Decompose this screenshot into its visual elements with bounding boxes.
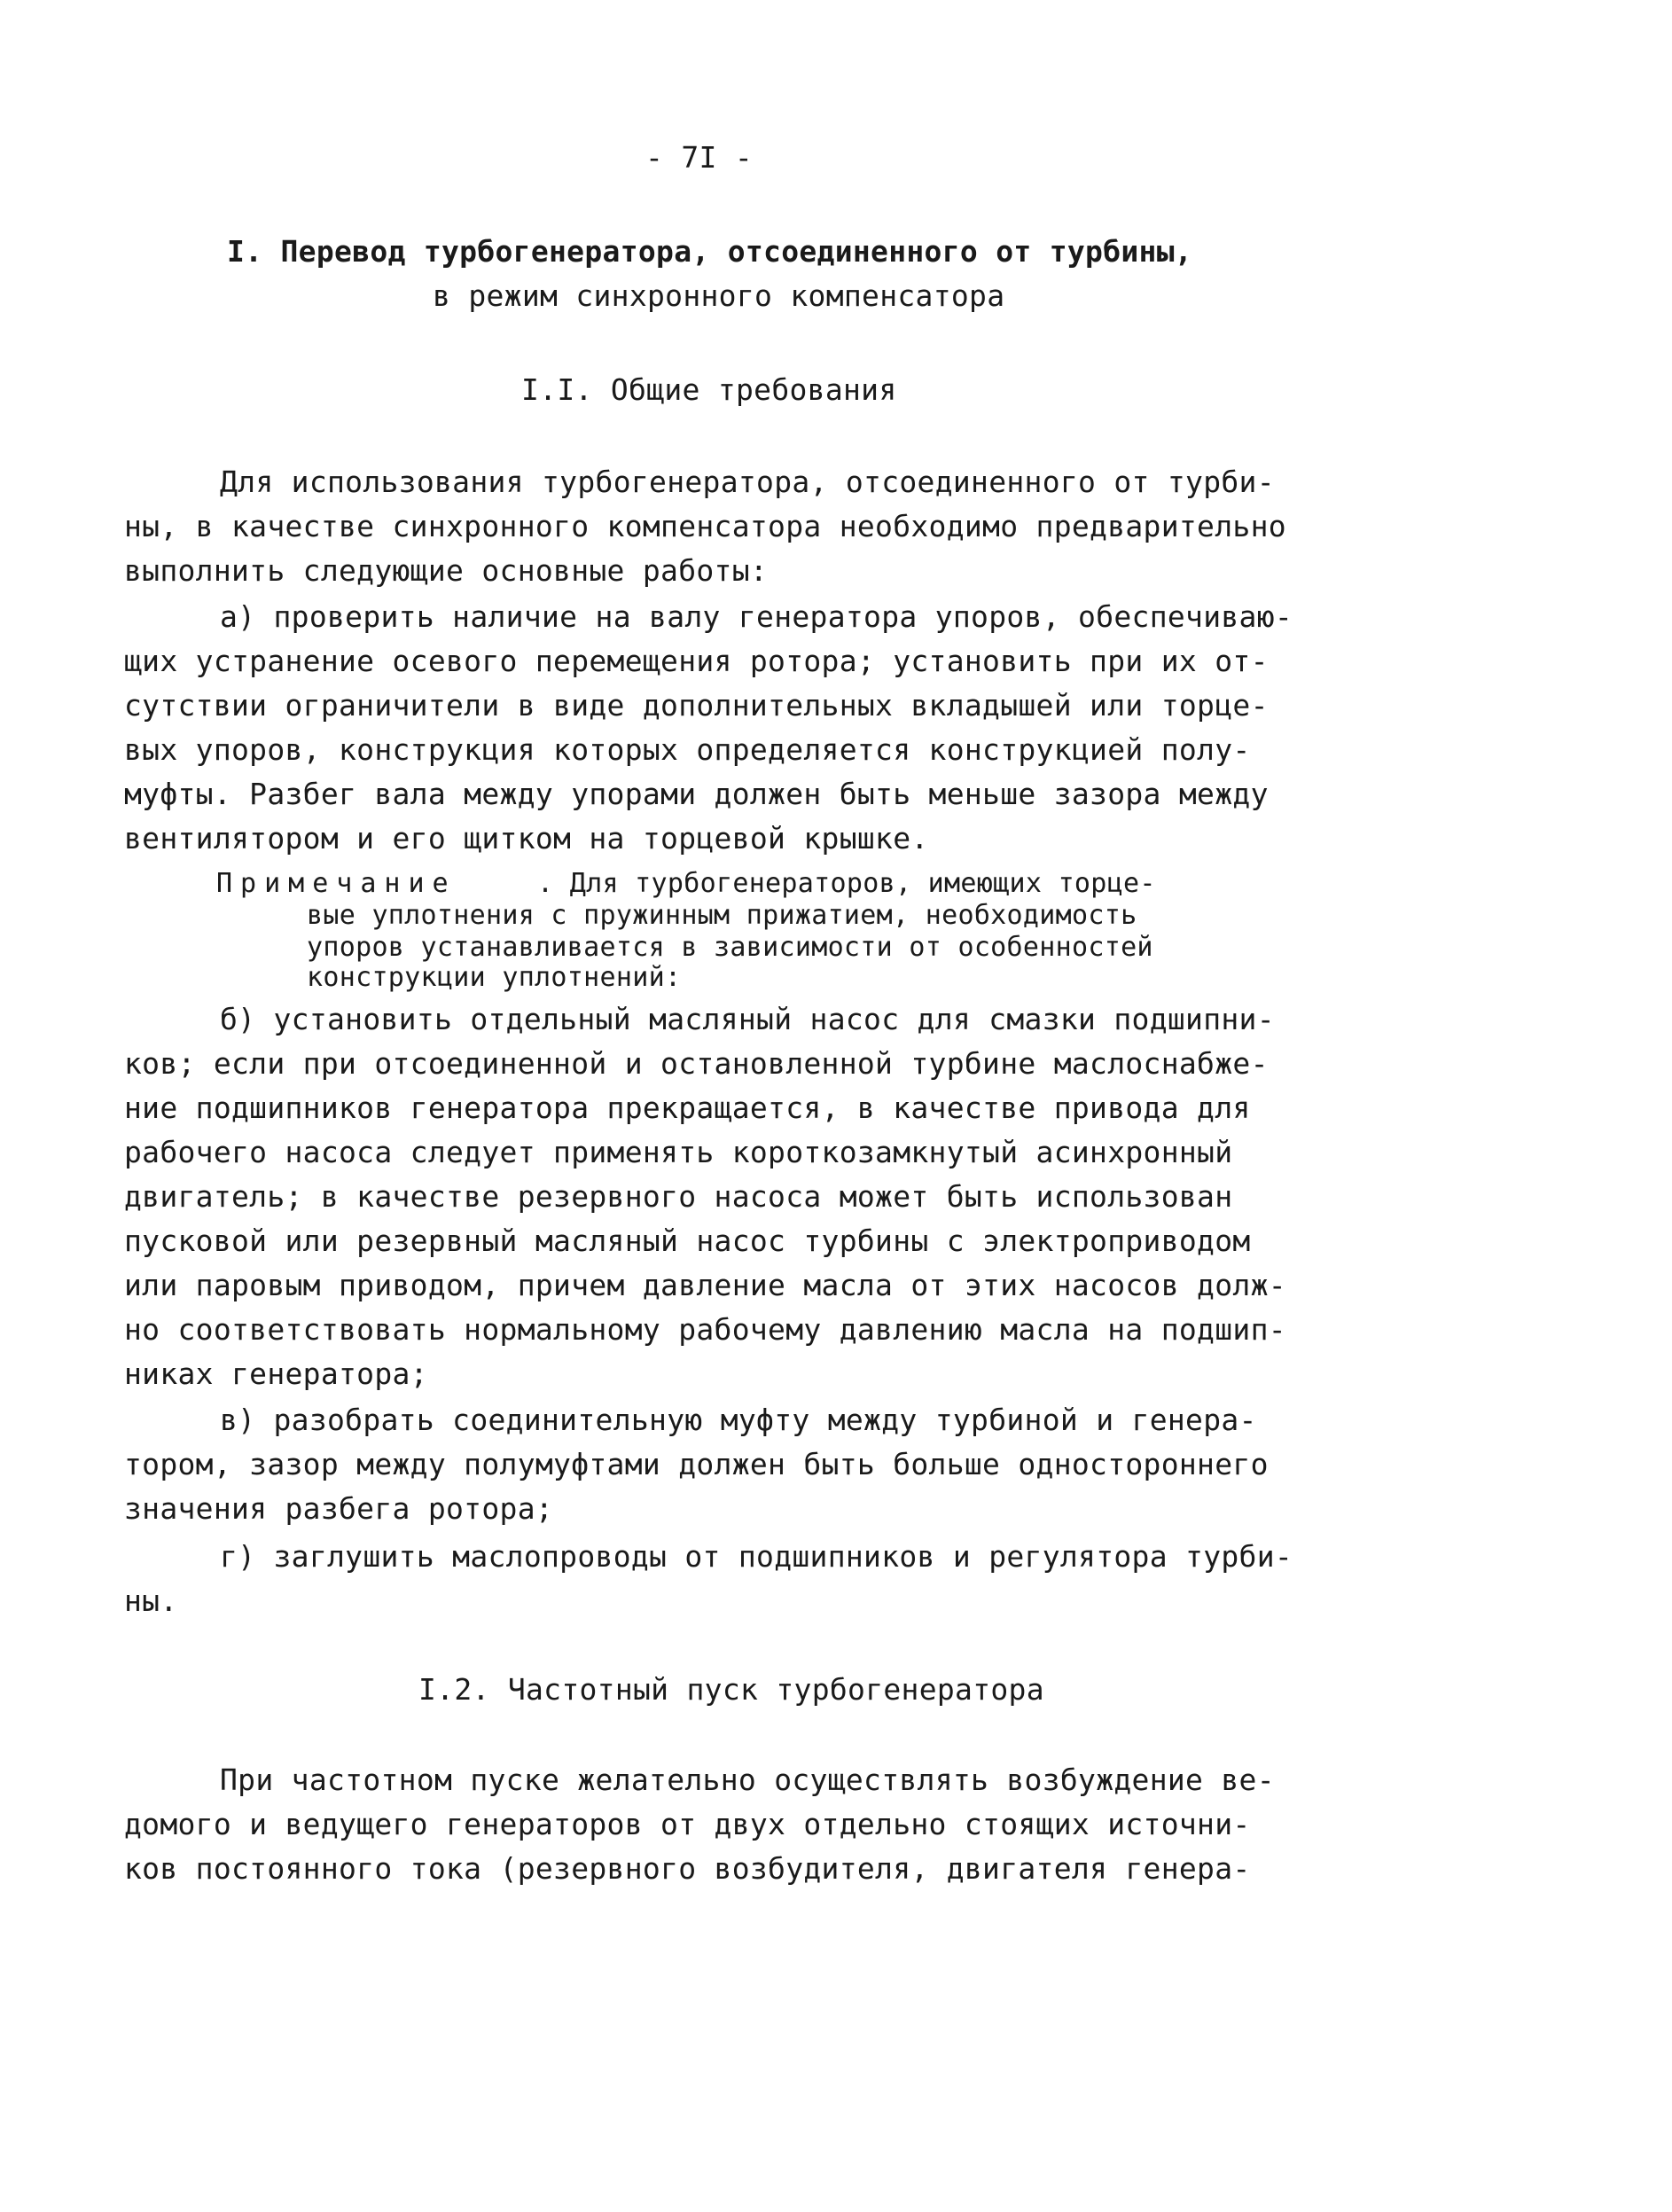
note-label: Примечание [216, 868, 457, 899]
chapter-title-line-2: в режим синхронного компенсатора [433, 278, 1005, 313]
chapter-title-line-1: I. Перевод турбогенератора, отсоединенного от турбины, [227, 234, 1193, 269]
list-item-v-line: в) разобрать соединительную муфту между турбиной и генера- [220, 1403, 1257, 1437]
paragraph-line: ков постоянного тока (резервного возбудителя, двигателя генера- [124, 1851, 1251, 1886]
list-item-a-line: сутствии ограничители в виде дополнительных вкладышей или торце- [124, 688, 1269, 723]
note-line: вые уплотнения с пружинным прижатием, необходимость [307, 900, 1137, 931]
list-item-b-line: рабочего насоса следует применять короткозамкнутый асинхронный [124, 1135, 1233, 1169]
paragraph-line: домого и ведущего генераторов от двух отдельно стоящих источни- [124, 1807, 1251, 1841]
section-1-heading: I.I. Общие требования [521, 372, 897, 407]
section-2-heading: I.2. Частотный пуск турбогенератора [418, 1672, 1044, 1707]
paragraph-line: При частотном пуске желательно осуществлять возбуждение ве- [220, 1763, 1275, 1797]
list-item-g-line: ны. [124, 1583, 178, 1618]
page-number: - 7I - [645, 140, 754, 175]
list-item-b-line: или паровым приводом, причем давление масла от этих насосов долж- [124, 1268, 1286, 1302]
list-item-b-line: но соответствовать нормальному рабочему давлению масла на подшип- [124, 1312, 1286, 1347]
list-item-b-line: никах генератора; [124, 1356, 428, 1391]
list-item-b-line: б) установить отдельный масляный насос для смазки подшипни- [220, 1002, 1275, 1036]
list-item-b-line: двигатель; в качестве резервного насоса может быть использован [124, 1179, 1233, 1214]
list-item-a-line: щих устранение осевого перемещения ротора; установить при их от- [124, 644, 1269, 678]
list-item-a-line: муфты. Разбег вала между упорами должен быть меньше зазора между [124, 777, 1269, 811]
list-item-a-line: вых упоров, конструкция которых определяется конструкцией полу- [124, 732, 1251, 767]
paragraph-line: Для использования турбогенератора, отсоединенного от турби- [220, 465, 1275, 499]
note-line: . Для турбогенераторов, имеющих торце- [537, 868, 1156, 899]
list-item-v-line: значения разбега ротора; [124, 1491, 554, 1526]
list-item-b-line: ние подшипников генератора прекращается, в качестве привода для [124, 1090, 1251, 1125]
list-item-b-line: ков; если при отсоединенной и остановленной турбине маслоснабже- [124, 1046, 1269, 1081]
paragraph-line: выполнить следующие основные работы: [124, 553, 769, 588]
list-item-g-line: г) заглушить маслопроводы от подшипников и регулятора турби- [220, 1539, 1293, 1574]
note-line: конструкции уплотнений: [307, 962, 682, 993]
list-item-a-line: а) проверить наличие на валу генератора упоров, обеспечиваю- [220, 599, 1293, 634]
note-line: упоров устанавливается в зависимости от особенностей [307, 932, 1153, 963]
paragraph-line: ны, в качестве синхронного компенсатора необходимо предварительно [124, 509, 1286, 543]
list-item-b-line: пусковой или резервный масляный насос турбины с электроприводом [124, 1223, 1251, 1258]
list-item-a-line: вентилятором и его щитком на торцевой крышке. [124, 821, 929, 856]
list-item-v-line: тором, зазор между полумуфтами должен быть больше одностороннего [124, 1447, 1269, 1481]
